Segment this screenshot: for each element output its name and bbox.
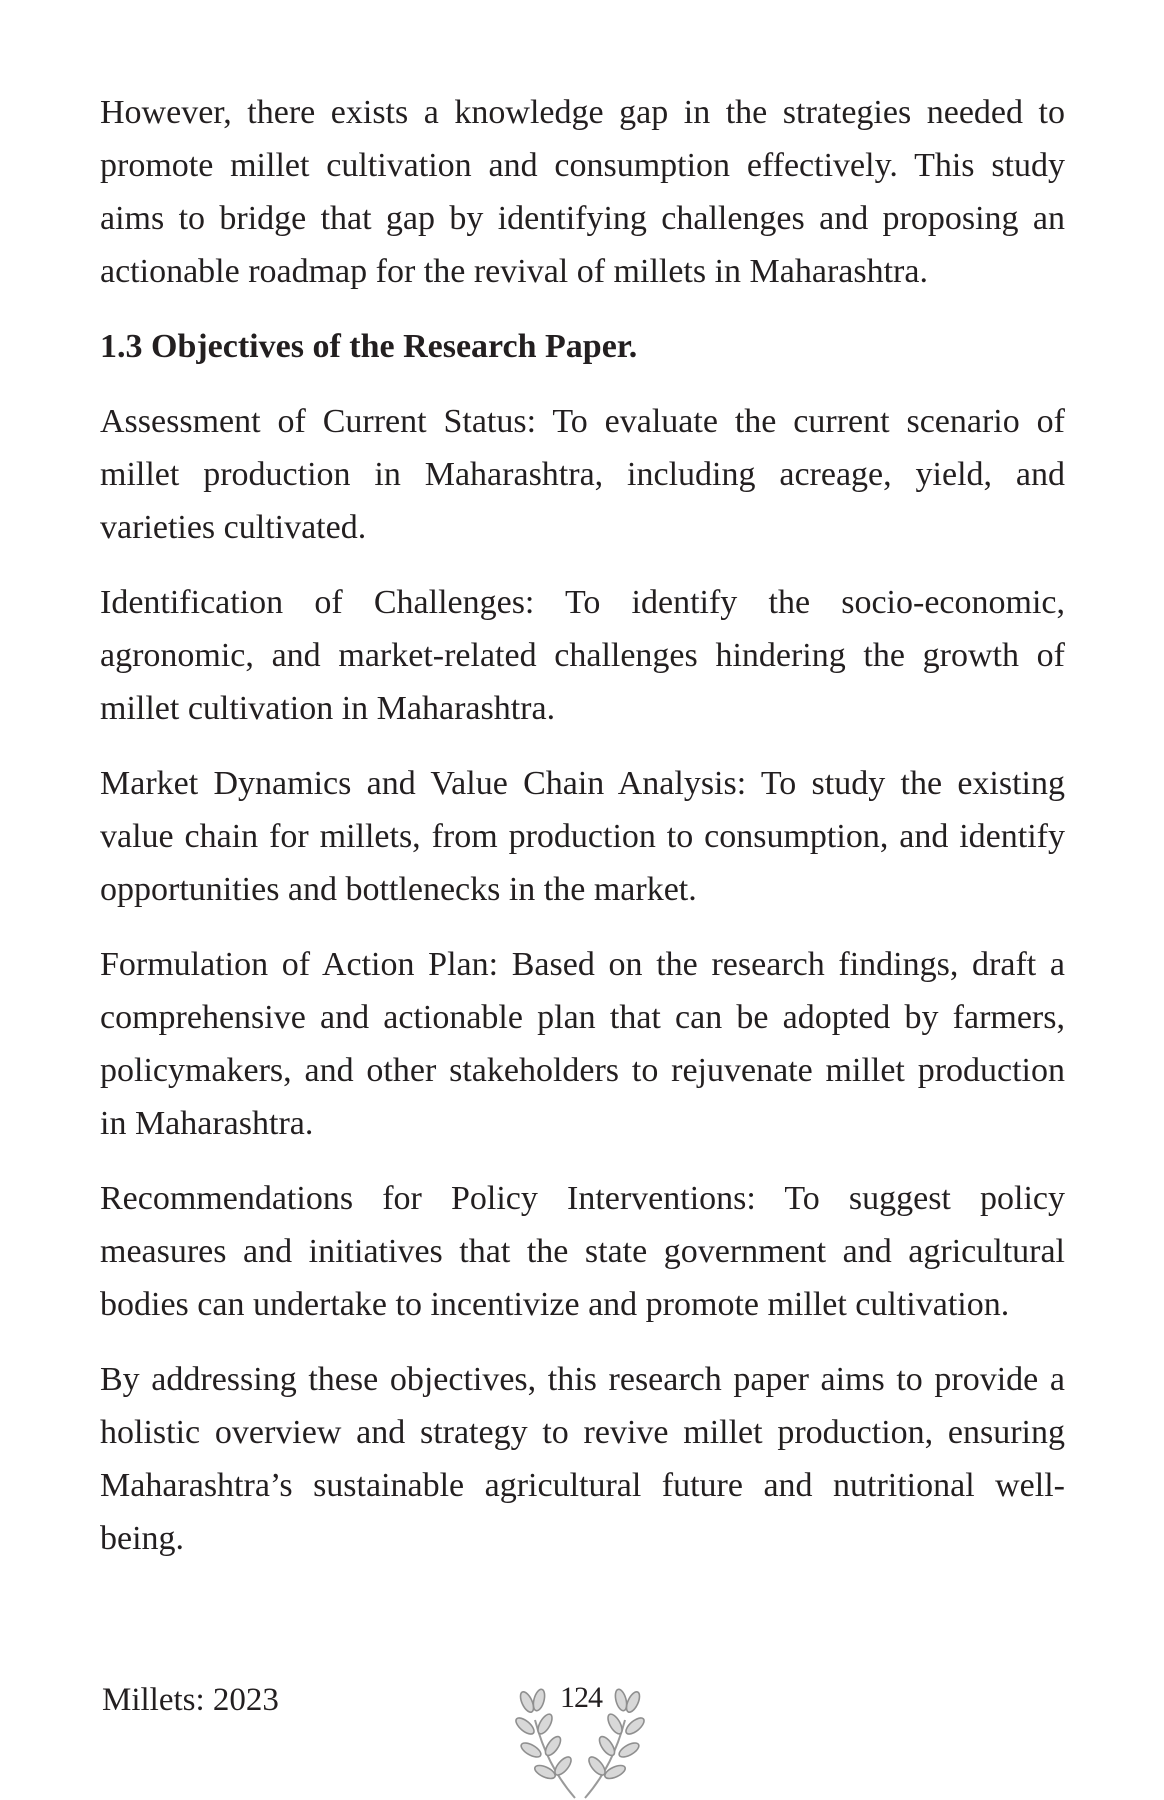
page-number: 124 bbox=[560, 1681, 602, 1714]
paragraph-objective-assessment: Assessment of Current Status: To evaluate the current scenario of millet production in Maharashtra, including acreage, yield, and varieties cultivated. bbox=[100, 403, 1065, 546]
paragraph-knowledge-gap: However, there exists a knowledge gap in the strategies needed to promote millet cultivation and consumption effectively. This study aims to bridge that gap by identifying challenges and proposing an actionable roadmap for the revival of millets in Maharashtra. bbox=[100, 94, 1065, 290]
page-body bbox=[100, 86, 1065, 1587]
paragraph-conclusion: By addressing these objectives, this research paper aims to provide a holistic overview and strategy to revive millet production, ensuring Maharashtra’s sustainable agricultural future and nutritional well-being. bbox=[100, 1361, 1065, 1557]
paragraph-objective-action-plan: Formulation of Action Plan: Based on the research findings, draft a comprehensive and actionable plan that can be adopted by farmers, policymakers, and other stakeholders to rejuvenate millet production in Maharashtra. bbox=[100, 946, 1065, 1142]
page-footer bbox=[0, 1672, 1164, 1800]
book-title: Millets: 2023 bbox=[102, 1682, 279, 1718]
section-heading: 1.3 Objectives of the Research Paper. bbox=[100, 328, 638, 365]
paragraph-objective-policy: Recommendations for Policy Interventions: To suggest policy measures and initiatives that the state government and agricultural bodies can undertake to incentivize and promote millet cultivation. bbox=[100, 1180, 1065, 1323]
paragraph-objective-challenges: Identification of Challenges: To identify the socio-economic, agronomic, and market-related challenges hindering the growth of millet cultivation in Maharashtra. bbox=[100, 584, 1065, 727]
paragraph-objective-market: Market Dynamics and Value Chain Analysis: To study the existing value chain for millets, from production to consumption, and identify opportunities and bottlenecks in the market. bbox=[100, 765, 1065, 908]
